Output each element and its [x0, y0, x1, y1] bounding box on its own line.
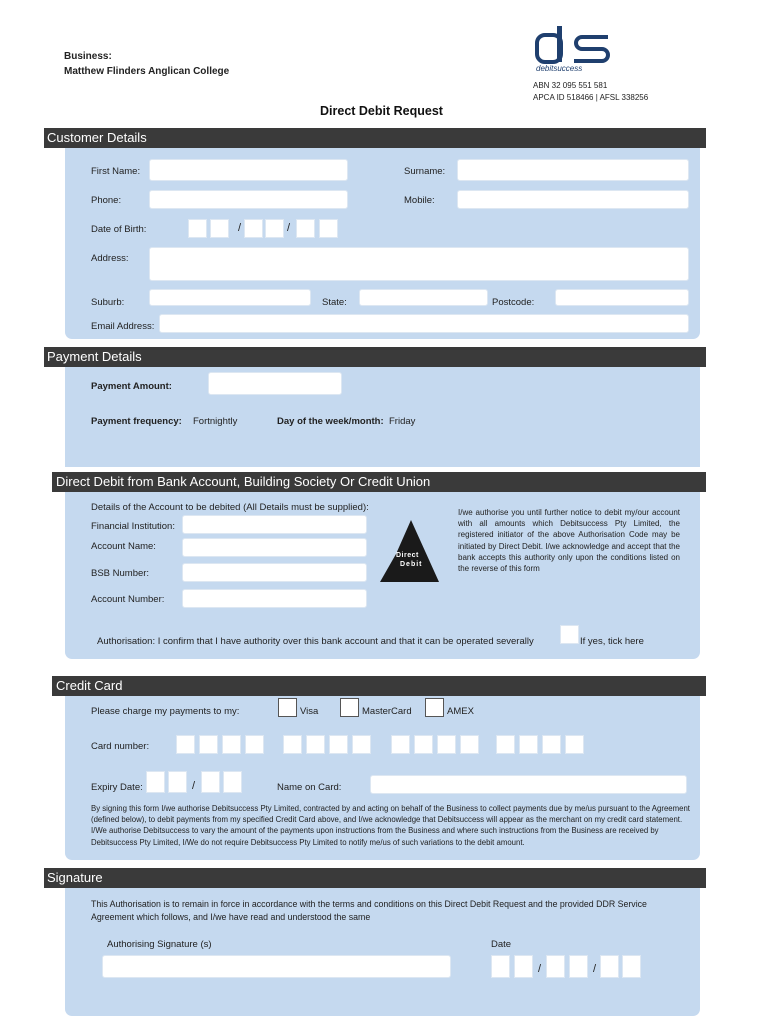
logo-subtext: debitsuccess [536, 64, 583, 73]
payment-frequency-value: Fortnightly [193, 416, 238, 427]
card-digit-box[interactable] [245, 735, 264, 754]
payment-day-label: Day of the week/month: [277, 416, 384, 427]
postcode-field[interactable] [555, 289, 689, 306]
surname-field[interactable] [457, 159, 689, 181]
card-digit-box[interactable] [542, 735, 561, 754]
expiry-year-1[interactable] [201, 771, 220, 793]
date-year-2[interactable] [622, 955, 641, 978]
name-on-card-field[interactable] [370, 775, 687, 794]
mastercard-label: MasterCard [362, 706, 412, 717]
state-field[interactable] [359, 289, 488, 306]
authorisation-checkbox[interactable] [560, 625, 579, 644]
charge-label: Please charge my payments to my: [91, 706, 240, 717]
amex-label: AMEX [447, 706, 474, 717]
card-digit-box[interactable] [565, 735, 584, 754]
dob-month-2[interactable] [265, 219, 284, 238]
abn-text: ABN 32 095 551 581 [533, 81, 608, 90]
date-month-2[interactable] [569, 955, 588, 978]
expiry-separator: / [192, 780, 196, 792]
date-day-1[interactable] [491, 955, 510, 978]
bsb-field[interactable] [182, 563, 367, 582]
date-day-2[interactable] [514, 955, 533, 978]
mobile-field[interactable] [457, 190, 689, 209]
date-year-1[interactable] [600, 955, 619, 978]
credit-card-terms: By signing this form I/we authorise Debitsuccess Pty Limited, contracted by and acting on behalf of the Business to collect payments due by me/us pursuant to the Agreement (defined below), to debit payments from my specified Credit Card above, and I/we acknowledge that Debitsuccess will appear as the merchant on my credit card statement. I/We authorise Debitsuccess to vary the amount of the payments upon instructions from the Business and where such instructions from the Business are received by Debitsuccess Pty Limited, I/We do not require Debitsuccess Pty Limited to notify me/us of such variations to the debit amount. [91, 804, 690, 847]
expiry-year-2[interactable] [223, 771, 242, 793]
card-digit-box[interactable] [176, 735, 195, 754]
payment-details-header: Payment Details [44, 347, 706, 367]
visa-label: Visa [300, 706, 319, 717]
state-label: State: [322, 297, 347, 308]
business-name: Matthew Flinders Anglican College [64, 66, 230, 77]
financial-institution-field[interactable] [182, 515, 367, 534]
signature-statement: This Authorisation is to remain in force in accordance with the terms and conditions on this Direct Debit Request and the provided DDR Service Agreement which follows, and I/we have read and understood the same [91, 899, 647, 922]
card-digit-box[interactable] [352, 735, 371, 754]
card-digit-box[interactable] [199, 735, 218, 754]
suburb-field[interactable] [149, 289, 311, 306]
card-digit-box[interactable] [519, 735, 538, 754]
payment-amount-label: Payment Amount: [91, 381, 172, 392]
card-digit-box[interactable] [306, 735, 325, 754]
card-number-label: Card number: [91, 741, 150, 752]
card-digit-box[interactable] [437, 735, 456, 754]
payment-amount-field[interactable] [208, 372, 342, 395]
amex-checkbox[interactable] [425, 698, 444, 717]
signature-field[interactable] [102, 955, 451, 978]
dob-month-1[interactable] [244, 219, 263, 238]
signature-label: Authorising Signature (s) [107, 939, 212, 950]
card-digit-box[interactable] [414, 735, 433, 754]
card-digit-box[interactable] [391, 735, 410, 754]
business-label: Business: [64, 51, 112, 62]
dob-label: Date of Birth: [91, 224, 147, 235]
account-number-label: Account Number: [91, 594, 165, 605]
date-separator: / [538, 963, 542, 975]
email-label: Email Address: [91, 321, 155, 332]
financial-institution-label: Financial Institution: [91, 521, 175, 532]
apca-text: APCA ID 518466 | AFSL 338256 [533, 93, 649, 102]
dob-separator: / [287, 222, 291, 234]
card-digit-box[interactable] [460, 735, 479, 754]
surname-label: Surname: [404, 166, 446, 177]
badge-line-2: Debit [400, 561, 423, 568]
debitsuccess-logo [534, 24, 624, 76]
bank-debit-header: Direct Debit from Bank Account, Building Society Or Credit Union [52, 472, 706, 492]
address-field[interactable] [149, 247, 689, 281]
expiry-month-1[interactable] [146, 771, 165, 793]
badge-line-1: Direct [396, 552, 419, 559]
customer-details-header: Customer Details [44, 128, 706, 148]
credit-card-header: Credit Card [52, 676, 706, 696]
visa-checkbox[interactable] [278, 698, 297, 717]
authorisation-statement: Authorisation: I confirm that I have authority over this bank account and that it can be operated severally [97, 636, 534, 647]
dob-day-1[interactable] [188, 219, 207, 238]
signature-header: Signature [44, 868, 706, 888]
mastercard-checkbox[interactable] [340, 698, 359, 717]
date-month-1[interactable] [546, 955, 565, 978]
expiry-month-2[interactable] [168, 771, 187, 793]
expiry-label: Expiry Date: [91, 782, 143, 793]
account-name-field[interactable] [182, 538, 367, 557]
card-digit-box[interactable] [329, 735, 348, 754]
payment-day-value: Friday [389, 416, 416, 427]
page-title: Direct Debit Request [320, 104, 443, 118]
phone-field[interactable] [149, 190, 348, 209]
postcode-label: Postcode: [492, 297, 535, 308]
card-digit-box[interactable] [496, 735, 515, 754]
phone-label: Phone: [91, 195, 122, 206]
email-field[interactable] [159, 314, 689, 333]
bsb-label: BSB Number: [91, 568, 150, 579]
payment-frequency-label: Payment frequency: [91, 416, 182, 427]
date-label: Date [491, 939, 512, 950]
direct-debit-badge [378, 518, 440, 584]
account-number-field[interactable] [182, 589, 367, 608]
mobile-label: Mobile: [404, 195, 435, 206]
address-label: Address: [91, 253, 129, 264]
dob-day-2[interactable] [210, 219, 229, 238]
dob-year-2[interactable] [319, 219, 338, 238]
bank-details-note: Details of the Account to be debited (All Details must be supplied): [91, 502, 369, 513]
date-separator: / [593, 963, 597, 975]
card-digit-box[interactable] [222, 735, 241, 754]
first-name-label: First Name: [91, 166, 141, 177]
dob-separator: / [238, 222, 242, 234]
account-name-label: Account Name: [91, 541, 156, 552]
bank-authorise-text: I/we authorise you until further notice to debit my/our account with all amounts which Debitsuccess Pty Limited, the registered initiator of the above Authorisation Code may be initiated by Direct Debit. I/we acknowledge and accept that the bank accepts this authority only upon the conditions listed on the reverse of this form [458, 508, 680, 574]
dob-year-1[interactable] [296, 219, 315, 238]
card-digit-box[interactable] [283, 735, 302, 754]
first-name-field[interactable] [149, 159, 348, 181]
suburb-label: Suburb: [91, 297, 125, 308]
authorisation-tick-label: If yes, tick here [580, 636, 644, 647]
name-on-card-label: Name on Card: [277, 782, 342, 793]
